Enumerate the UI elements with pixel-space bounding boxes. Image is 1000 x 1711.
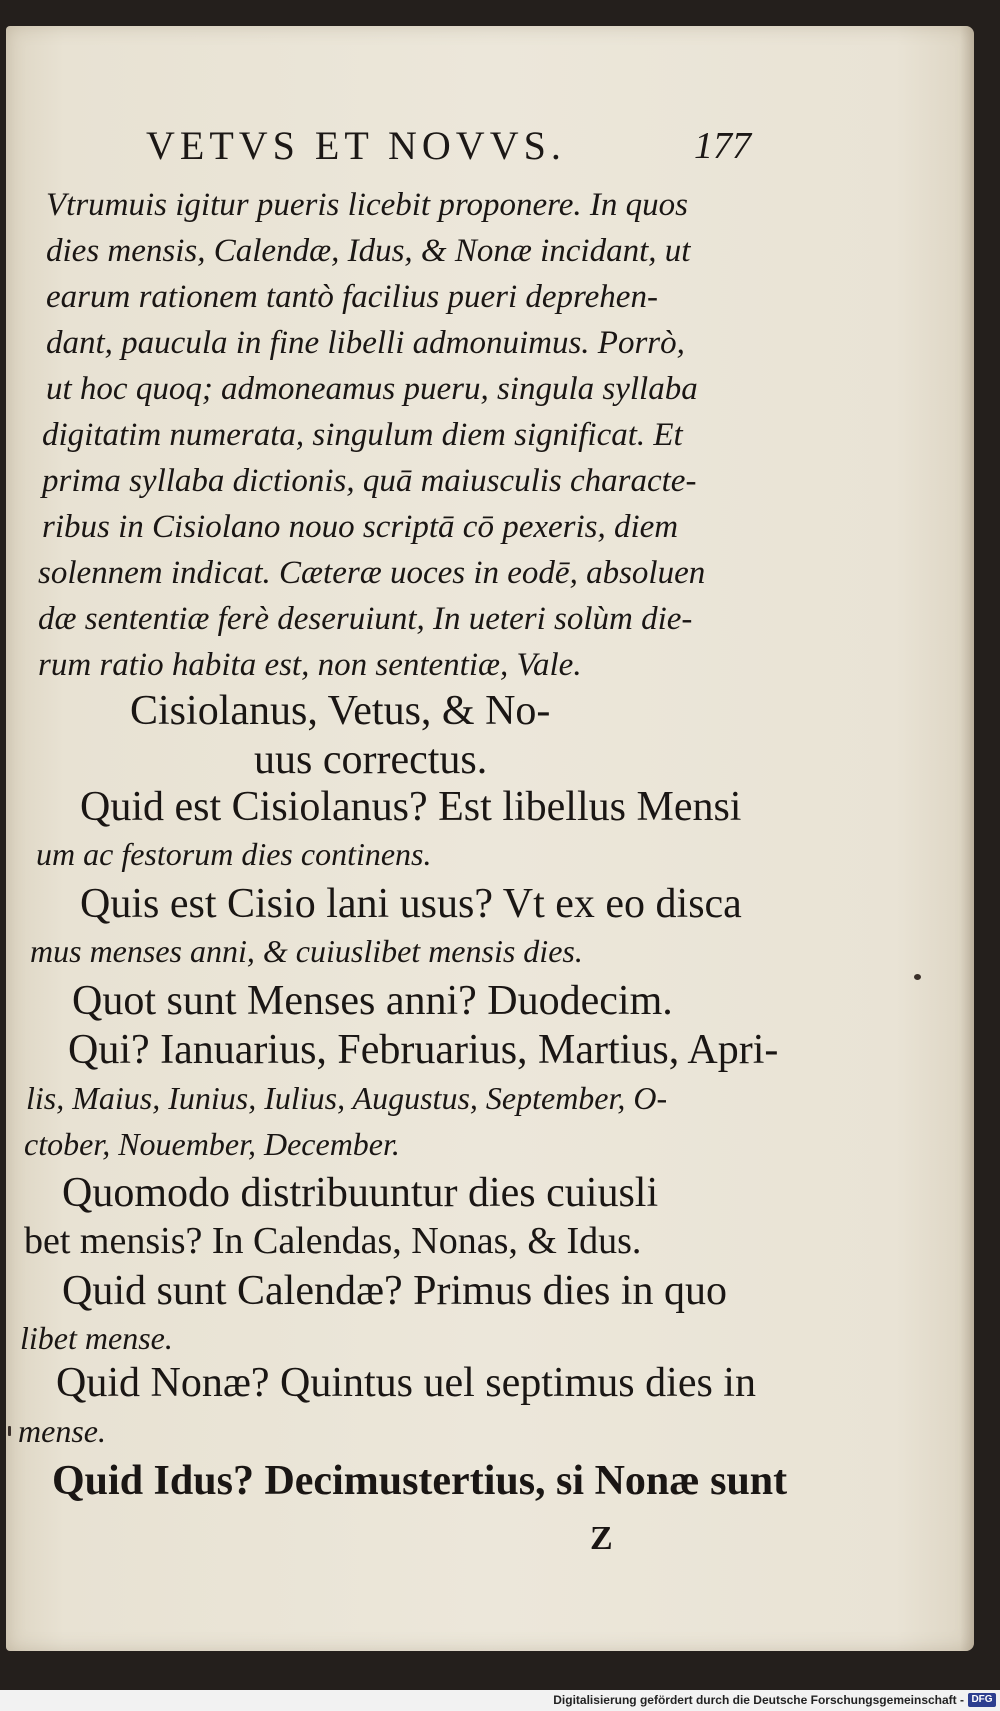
text-line: Vtrumuis igitur pueris licebit proponere. In quos	[46, 187, 688, 223]
running-head: VETVS ET NOVVS.	[146, 123, 566, 168]
question-line: Qui? Ianuarius, Februarius, Martius, Apri-	[68, 1027, 779, 1073]
question-line: Quid Idus? Decimustertius, si Nonæ sunt	[52, 1458, 788, 1504]
footer-credit: Digitalisierung gefördert durch die Deutsche Forschungsgemeinschaft -	[553, 1693, 964, 1707]
text-line: solennem indicat. Cæteræ uoces in eodē, absoluen	[38, 555, 706, 591]
answer-line: mus menses anni, & cuiuslibet mensis dies.	[30, 933, 583, 969]
page-edge-shadow	[960, 26, 974, 1651]
answer-line: ctober, Nouember, December.	[24, 1126, 400, 1162]
question-line: Quot sunt Menses anni? Duodecim.	[72, 978, 673, 1024]
ink-speck	[8, 1426, 11, 1436]
question-line: Quid sunt Calendæ? Primus dies in quo	[62, 1268, 727, 1314]
question-line: Quid est Cisiolanus? Est libellus Mensi	[80, 784, 742, 830]
book-page	[6, 26, 974, 1651]
ink-speck	[914, 974, 921, 980]
signature-mark: Z	[590, 1520, 613, 1557]
text-line: rum ratio habita est, non sententiæ, Vale.	[38, 647, 582, 683]
question-line: Quid Nonæ? Quintus uel septimus dies in	[56, 1360, 756, 1406]
question-line: bet mensis? In Calendas, Nonas, & Idus.	[24, 1220, 642, 1262]
footer-bar	[0, 1690, 1000, 1711]
text-line: dies mensis, Calendæ, Idus, & Nonæ incidant, ut	[46, 233, 691, 269]
text-line: dant, paucula in fine libelli admonuimus. Porrò,	[46, 325, 685, 361]
answer-line: um ac festorum dies continens.	[36, 836, 432, 872]
text-line: dæ sententiæ ferè deseruiunt, In ueteri solùm die-	[38, 601, 693, 637]
answer-line: lis, Maius, Iunius, Iulius, Augustus, September, O-	[26, 1080, 668, 1116]
section-title-line: Cisiolanus, Vetus, & No-	[130, 688, 551, 734]
question-line: Quomodo distribuuntur dies cuiusli	[62, 1170, 659, 1216]
question-line: Quis est Cisio lani usus? Vt ex eo disca	[80, 881, 742, 927]
answer-line: mense.	[18, 1413, 106, 1449]
text-line: ut hoc quoq; admoneamus pueru, singula syllaba	[46, 371, 698, 407]
text-line: prima syllaba dictionis, quā maiusculis characte-	[42, 463, 697, 499]
dfg-logo: DFG	[968, 1693, 996, 1707]
page-number: 177	[694, 125, 751, 167]
section-title-line: uus correctus.	[254, 737, 488, 783]
text-line: ribus in Cisiolano nouo scriptā cō pexeris, diem	[42, 509, 679, 545]
page-header	[146, 122, 766, 178]
text-line: digitatim numerata, singulum diem significat. Et	[42, 417, 683, 453]
answer-line: libet mense.	[20, 1320, 173, 1356]
text-line: earum rationem tantò facilius pueri deprehen-	[46, 279, 658, 315]
